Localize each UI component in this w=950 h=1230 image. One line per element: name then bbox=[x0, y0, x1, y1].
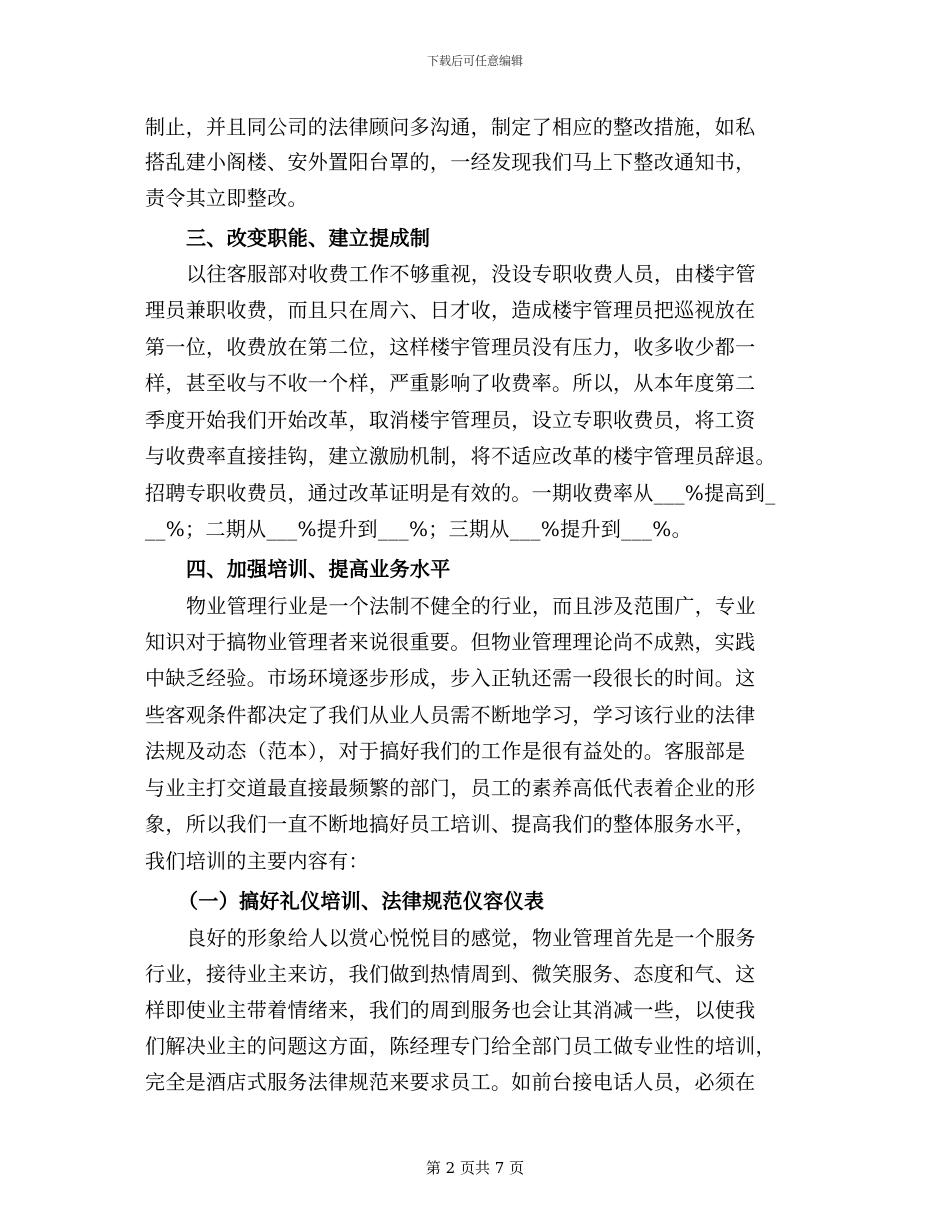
body-line: 与业主打交道最直接最频繁的部门，员工的素养高低代表着企业的形 bbox=[145, 776, 756, 800]
body-line: 完全是酒店式服务法律规范来要求员工。如前台接电话人员，必须在 bbox=[145, 1070, 756, 1094]
body-line: 良好的形象给人以赏心悦悦目的感觉，物业管理首先是一个服务 bbox=[186, 926, 756, 950]
body-line: 制止，并且同公司的法律顾问多沟通，制定了相应的整改措施，如私 bbox=[145, 115, 756, 139]
body-line: 知识对于搞物业管理者来说很重要。但物业管理理论尚不成熟，实践 bbox=[145, 630, 756, 654]
body-line: 们解决业主的问题这方面，陈经理专门给全部门员工做专业性的培训， bbox=[145, 1034, 776, 1058]
body-line: 责令其立即整改。 bbox=[145, 186, 308, 210]
body-line: 以往客服部对收费工作不够重视，没设专职收费人员，由楼宇管 bbox=[186, 262, 756, 286]
body-line: 样，甚至收与不收一个样，严重影响了收费率。所以，从本年度第二 bbox=[145, 371, 756, 395]
body-line: 第一位，收费放在第二位，这样楼宇管理员没有压力，收多收少都一 bbox=[145, 335, 756, 359]
body-line: __%；二期从___%提升到___%；三期从___%提升到___%。 bbox=[145, 517, 692, 541]
page-footer: 第 2 页共 7 页 bbox=[425, 1159, 525, 1177]
body-line: 样即使业主带着情绪来，我们的周到服务也会让其消减一些，以使我 bbox=[145, 998, 756, 1022]
section-heading: 四、加强培训、提高业务水平 bbox=[186, 557, 451, 581]
body-line: 理员兼职收费，而且只在周六、日才收，造成楼宇管理员把巡视放在 bbox=[145, 298, 756, 322]
subsection-heading: （一）搞好礼仪培训、法律规范仪容仪表 bbox=[178, 889, 545, 913]
body-line: 象，所以我们一直不断地搞好员工培训、提高我们的整体服务水平， bbox=[145, 812, 756, 836]
body-line: 些客观条件都决定了我们从业人员需不断地学习，学习该行业的法律 bbox=[145, 703, 756, 727]
body-line: 招聘专职收费员，通过改革证明是有效的。一期收费率从___%提高到_ bbox=[145, 481, 776, 505]
body-line: 法规及动态（范本），对于搞好我们的工作是很有益处的。客服部是 bbox=[145, 739, 746, 763]
body-line: 与收费率直接挂钩，建立激励机制，将不适应改革的楼宇管理员辞退。 bbox=[145, 444, 776, 468]
page-header: 下载后可任意编辑 bbox=[426, 54, 523, 68]
body-line: 季度开始我们开始改革，取消楼宇管理员，设立专职收费员，将工资 bbox=[145, 408, 756, 432]
body-line: 中缺乏经验。市场环境逐步形成，步入正轨还需一段很长的时间。这 bbox=[145, 666, 756, 690]
body-line: 搭乱建小阁楼、安外置阳台罩的，一经发现我们马上下整改通知书， bbox=[145, 150, 756, 174]
body-line: 我们培训的主要内容有： bbox=[145, 849, 369, 873]
section-heading: 三、改变职能、建立提成制 bbox=[186, 226, 431, 250]
body-line: 行业，接待业主来访，我们做到热情周到、微笑服务、态度和气、这 bbox=[145, 962, 756, 986]
body-line: 物业管理行业是一个法制不健全的行业，而且涉及范围广，专业 bbox=[186, 594, 756, 618]
